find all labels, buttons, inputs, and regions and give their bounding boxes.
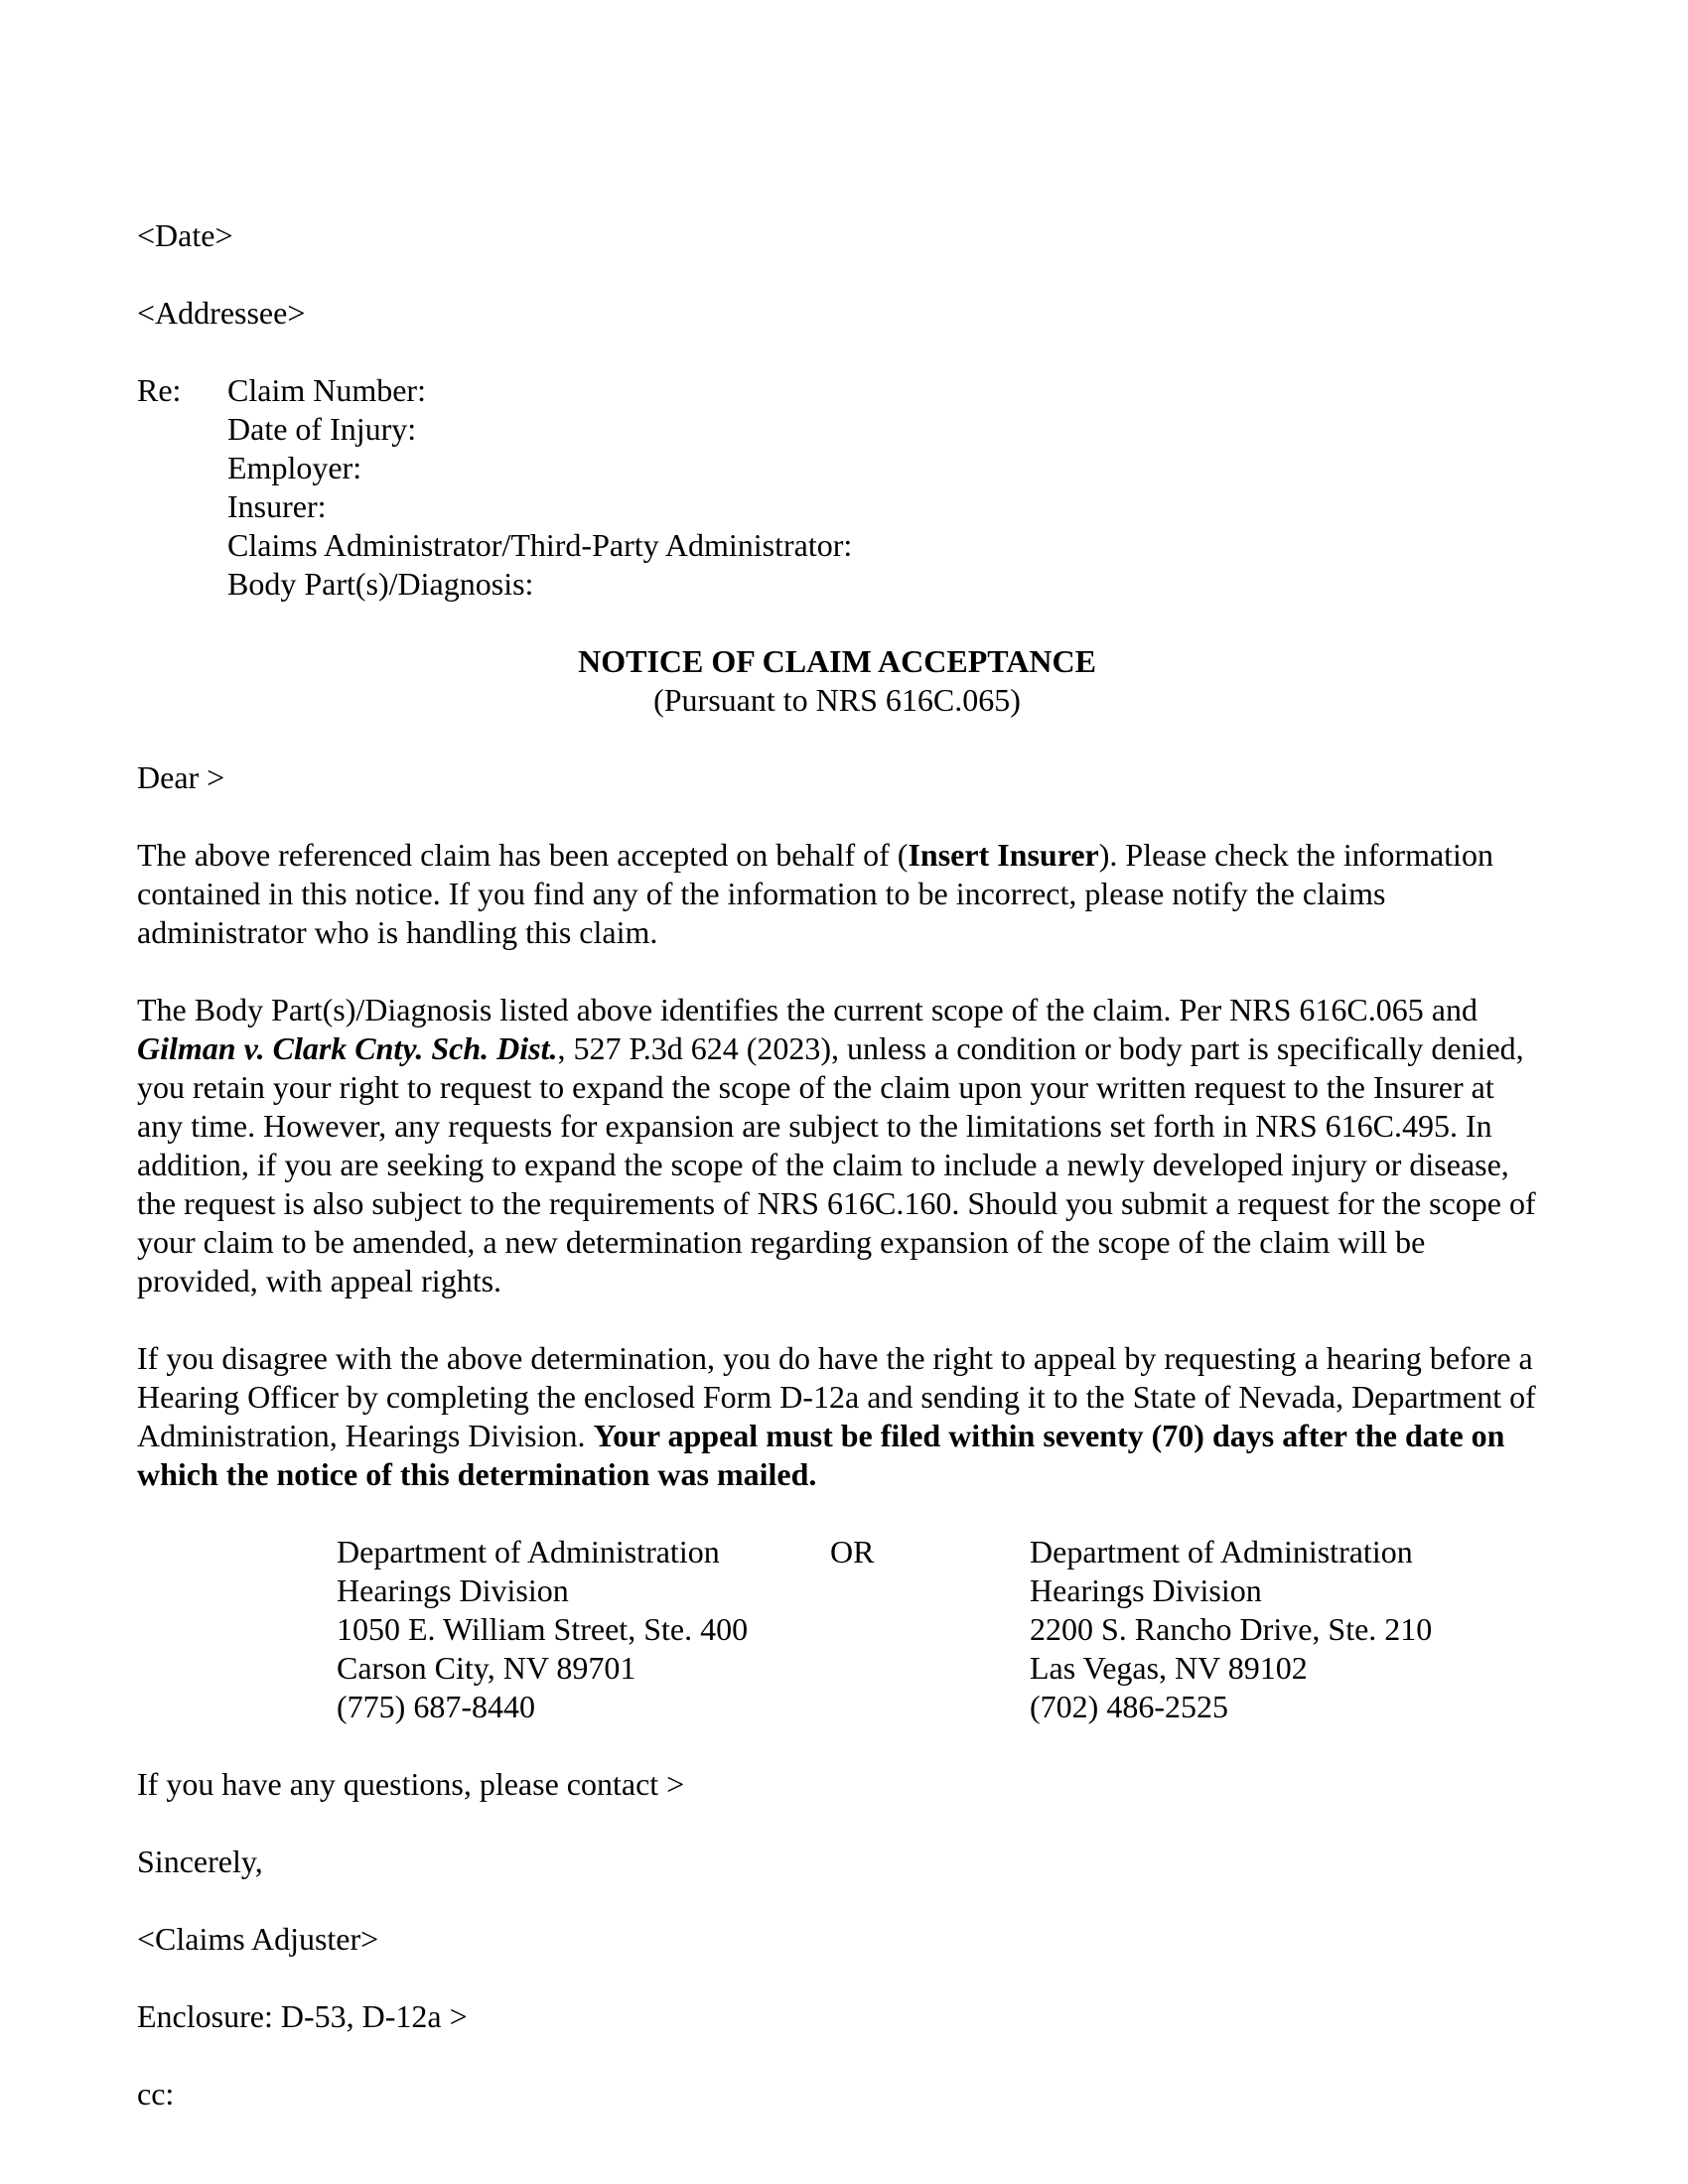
signer-placeholder: <Claims Adjuster> [137,1921,379,1957]
case-citation: Gilman v. Clark Cnty. Sch. Dist. [137,1030,558,1066]
office-street: 2200 S. Rancho Drive, Ste. 210 [1030,1611,1433,1647]
cc-line: cc: [137,2076,175,2112]
scope-text-end: , 527 P.3d 624 (2023), unless a condition or body part is specifically denied, you retain your right to request to expand the scope of the claim upon your written request to the Insurer at any time. However, any requests for expansion are subject to the limitations set forth in NRS 616C.495. In addition, if you are seeking to expand the scope of the claim to include a newly developed injury or disease, the request is also subject to the requirements of NRS 616C.160. Should you submit a request for the scope of your claim to be amended, a new determination regarding expansion of the scope of the claim will be provided, with appeal rights. [137,1030,1536,1298]
re-label: Re: [137,372,182,408]
claim-number-field: Claim Number: [227,372,426,408]
hearings-offices [337,1533,1537,1726]
appeal-text: If you disagree with the above determination, you do have the right to appeal by requesting a hearing before a Hearing Officer by completing the enclosed Form D-12a and sending it to the State of Nevada, Department of Administration, Hearings Division. [137,1340,1536,1453]
office-city: Las Vegas, NV 89102 [1030,1650,1308,1686]
letter-page [137,216,1537,2114]
acceptance-text-end: ). Please check the information contained in this notice. If you find any of the information to be incorrect, please notify the claims administrator who is handling this claim. [137,837,1493,950]
las-vegas-office [1030,1533,1537,1726]
office-phone: (775) 687-8440 [337,1689,535,1724]
closing: Sincerely, [137,1843,263,1879]
office-division: Hearings Division [337,1572,569,1608]
acceptance-text-start: The above referenced claim has been accepted on behalf of ( [137,837,909,873]
date-line: <Date> [137,217,233,253]
insurer-field: Insurer: [227,488,327,524]
scope-paragraph [137,991,1537,1300]
questions-line: If you have any questions, please contact > [137,1766,685,1802]
office-division: Hearings Division [1030,1572,1262,1608]
salutation: Dear > [137,759,225,795]
enclosure-line: Enclosure: D-53, D-12a > [137,1998,468,2034]
office-city: Carson City, NV 89701 [337,1650,636,1686]
appeal-paragraph [137,1339,1537,1494]
notice-subtitle: (Pursuant to NRS 616C.065) [653,682,1021,718]
notice-heading [137,642,1537,720]
addressee-line: <Addressee> [137,295,306,331]
appeal-deadline: Your appeal must be filed within seventy (70) days after the date on which the notice of this determination was mailed. [137,1418,1505,1492]
scope-text-start: The Body Part(s)/Diagnosis listed above identifies the current scope of the claim. Per NRS 616C.065 and [137,992,1477,1027]
notice-title: NOTICE OF CLAIM ACCEPTANCE [578,643,1096,679]
carson-city-office [337,1533,830,1726]
office-phone: (702) 486-2525 [1030,1689,1228,1724]
body-part-diagnosis-field: Body Part(s)/Diagnosis: [227,566,534,602]
insert-insurer-placeholder: Insert Insurer [908,837,1099,873]
date-of-injury-field: Date of Injury: [227,411,417,447]
office-department: Department of Administration [337,1534,720,1570]
reference-block [137,371,1537,604]
or-label: OR [830,1534,875,1570]
claims-administrator-field: Claims Administrator/Third-Party Administrator: [227,527,853,563]
reference-fields [227,371,1537,604]
or-separator [830,1533,1030,1726]
office-department: Department of Administration [1030,1534,1413,1570]
acceptance-paragraph [137,836,1537,952]
employer-field: Employer: [227,450,362,485]
office-street: 1050 E. William Street, Ste. 400 [337,1611,749,1647]
